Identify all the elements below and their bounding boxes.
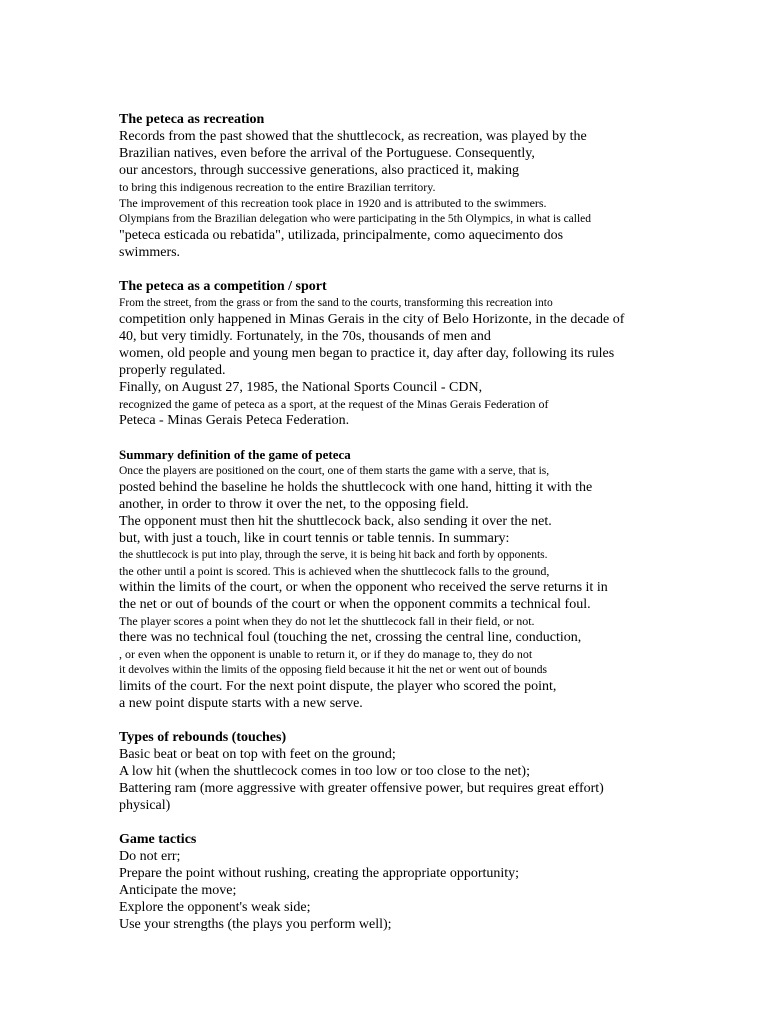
paragraph-line: to bring this indigenous recreation to the entire Brazilian territory. (119, 180, 436, 194)
section (119, 831, 719, 933)
section-heading: Summary definition of the game of peteca (119, 447, 351, 462)
paragraph-line: , or even when the opponent is unable to return it, or if they do manage to, they do not (119, 647, 533, 661)
paragraph-line: Do not err; (119, 849, 181, 864)
paragraph-line: physical) (119, 798, 171, 813)
section (119, 446, 719, 712)
paragraph-line: A low hit (when the shuttlecock comes in too low or too close to the net); (119, 764, 530, 779)
paragraph-line: recognized the game of peteca as a sport, at the request of the Minas Gerais Federation of (119, 397, 549, 411)
paragraph-line: "peteca esticada ou rebatida", utilizada, principalmente, como aquecimento dos (119, 228, 564, 243)
paragraph-line: Peteca - Minas Gerais Peteca Federation. (119, 413, 350, 428)
section (119, 729, 719, 814)
paragraph-line: a new point dispute starts with a new serve. (119, 696, 363, 711)
paragraph-line: competition only happened in Minas Gerais in the city of Belo Horizonte, in the decade of (119, 312, 625, 327)
paragraph-line: within the limits of the court, or when the opponent who received the serve returns it in (119, 580, 608, 595)
section-heading: Game tactics (119, 832, 197, 847)
paragraph-line: the net or out of bounds of the court or when the opponent commits a technical foul. (119, 597, 591, 612)
paragraph-line: Battering ram (more aggressive with greater offensive power, but requires great effort) (119, 781, 604, 796)
paragraph-line: Use your strengths (the plays you perform well); (119, 917, 392, 932)
paragraph-line: Anticipate the move; (119, 883, 237, 898)
document-body (119, 111, 719, 933)
paragraph-line: the shuttlecock is put into play, through the serve, it is being hit back and forth by opponents. (119, 549, 548, 561)
paragraph-line: there was no technical foul (touching the net, crossing the central line, conduction, (119, 630, 582, 645)
paragraph-line: Finally, on August 27, 1985, the National Sports Council - CDN, (119, 380, 483, 395)
section-spacer (119, 261, 719, 278)
section-spacer (119, 712, 719, 729)
paragraph-line: another, in order to throw it over the net, to the opposing field. (119, 497, 469, 512)
paragraph-line: limits of the court. For the next point dispute, the player who scored the point, (119, 679, 557, 694)
paragraph-line: properly regulated. (119, 363, 226, 378)
paragraph-line: our ancestors, through successive generations, also practiced it, making (119, 163, 520, 178)
section-spacer (119, 429, 719, 446)
paragraph-line: Brazilian natives, even before the arrival of the Portuguese. Consequently, (119, 146, 535, 161)
paragraph-line: women, old people and young men began to practice it, day after day, following its rules (119, 346, 615, 361)
section-heading: The peteca as recreation (119, 112, 265, 127)
paragraph-line: Once the players are positioned on the court, one of them starts the game with a serve, that is, (119, 465, 550, 477)
paragraph-line: posted behind the baseline he holds the shuttlecock with one hand, hitting it with the (119, 480, 593, 495)
paragraph-line: The player scores a point when they do not let the shuttlecock fall in their field, or not. (119, 614, 535, 628)
section (119, 278, 719, 429)
paragraph-line: the other until a point is scored. This is achieved when the shuttlecock falls to the ground, (119, 564, 550, 578)
paragraph-line: it devolves within the limits of the opposing field because it hit the net or went out of bounds (119, 664, 547, 676)
paragraph-line: Records from the past showed that the shuttlecock, as recreation, was played by the (119, 129, 587, 144)
paragraph-line: Explore the opponent's weak side; (119, 900, 311, 915)
document-page (119, 111, 719, 933)
section-spacer (119, 814, 719, 831)
paragraph-line: swimmers. (119, 245, 181, 260)
paragraph-line: but, with just a touch, like in court tennis or table tennis. In summary: (119, 531, 510, 546)
paragraph-line: 40, but very timidly. Fortunately, in the 70s, thousands of men and (119, 329, 491, 344)
section-heading: Types of rebounds (touches) (119, 730, 287, 745)
section (119, 111, 719, 261)
paragraph-line: From the street, from the grass or from the sand to the courts, transforming this recreation into (119, 297, 553, 309)
paragraph-line: Basic beat or beat on top with feet on the ground; (119, 747, 396, 762)
paragraph-line: The improvement of this recreation took place in 1920 and is attributed to the swimmers. (119, 196, 547, 210)
paragraph-line: The opponent must then hit the shuttlecock back, also sending it over the net. (119, 514, 552, 529)
section-heading: The peteca as a competition / sport (119, 279, 327, 294)
paragraph-line: Prepare the point without rushing, creating the appropriate opportunity; (119, 866, 520, 881)
paragraph-line: Olympians from the Brazilian delegation who were participating in the 5th Olympics, in what is called (119, 213, 592, 225)
